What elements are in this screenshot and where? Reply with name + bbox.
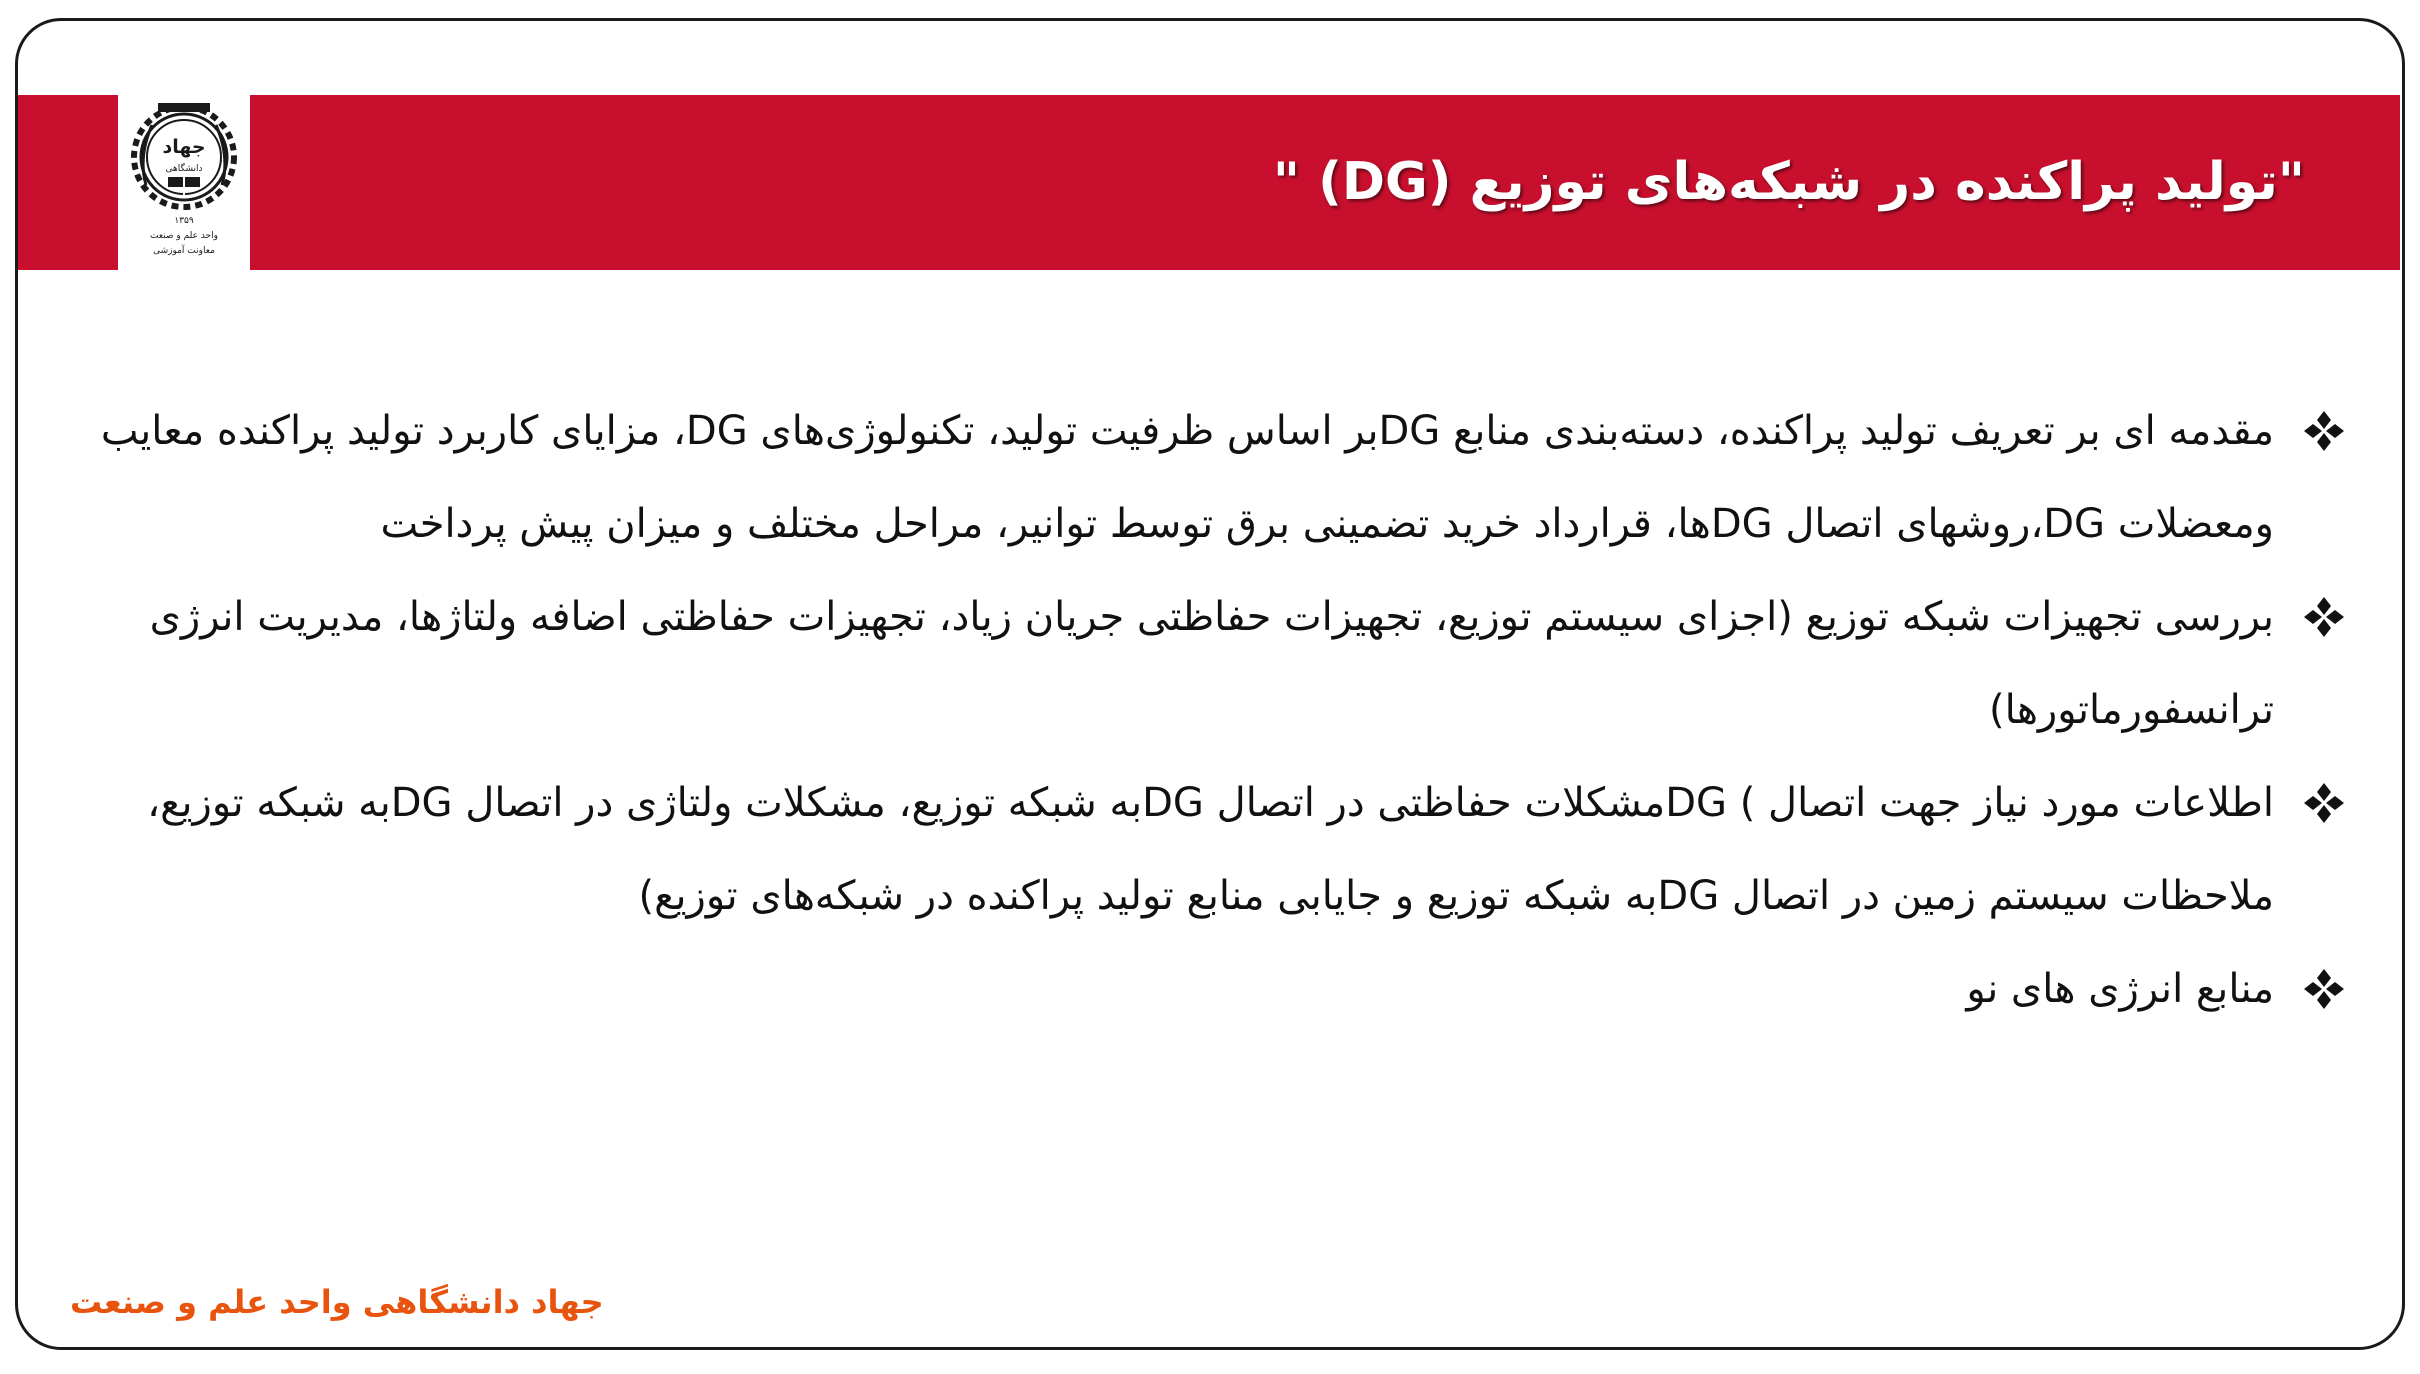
svg-text:۱۳۵۹: ۱۳۵۹ xyxy=(174,216,194,226)
list-item xyxy=(86,385,2346,571)
four-diamond-bullet-icon xyxy=(2302,967,2346,1011)
bullet-list xyxy=(86,385,2346,1036)
jahad-logo-icon xyxy=(118,95,250,277)
slide-title: "تولید پراکنده در شبکه‌های توزیع (DG) " xyxy=(1272,152,2305,212)
list-item xyxy=(86,757,2346,943)
svg-text:معاونت آموزشی: معاونت آموزشی xyxy=(153,246,215,256)
bullet-text: اطلاعات مورد نیاز جهت اتصال ) DGمشکلات حفاظتی در اتصال DGبه شبکه توزیع، مشکلات ولتاژی در اتصال DGبه شبکه توزیع، ملاحظات سیستم زمین در اتصال DGبه شبکه توزیع و جایابی منابع تولید پراکنده در شبکه‌های توزیع) xyxy=(147,780,2274,919)
svg-text:واحد علم و صنعت: واحد علم و صنعت xyxy=(150,231,218,241)
bullet-text: مقدمه ای بر تعریف تولید پراکنده، دسته‌بندی منابع DGبر اساس ظرفیت تولید، تکنولوژی‌های DG، مزایای کاربرد تولید پراکنده معایب ومعضلات DG،روشهای اتصال DGها، قرارداد خرید تضمینی برق توسط توانیر، مراحل مختلف و میزان پیش پرداخت xyxy=(100,408,2274,547)
svg-text:دانشگاهی: دانشگاهی xyxy=(165,164,203,174)
bullet-text: بررسی تجهیزات شبکه توزیع (اجزای سیستم توزیع، تجهیزات حفاظتی جریان زیاد، تجهیزات حفاظتی اضافه ولتاژها، مدیریت انرژی ترانسفورماتورها) xyxy=(149,594,2274,733)
footer-text: جهاد دانشگاهی واحد علم و صنعت xyxy=(70,1283,604,1321)
four-diamond-bullet-icon xyxy=(2302,781,2346,825)
logo xyxy=(118,95,250,277)
four-diamond-bullet-icon xyxy=(2302,409,2346,453)
list-item xyxy=(86,943,2346,1036)
svg-text:جهاد: جهاد xyxy=(162,136,206,158)
list-item xyxy=(86,571,2346,757)
bullet-text: منابع انرژی های نو xyxy=(1966,966,2274,1012)
title-band xyxy=(18,95,2400,270)
four-diamond-bullet-icon xyxy=(2302,595,2346,639)
